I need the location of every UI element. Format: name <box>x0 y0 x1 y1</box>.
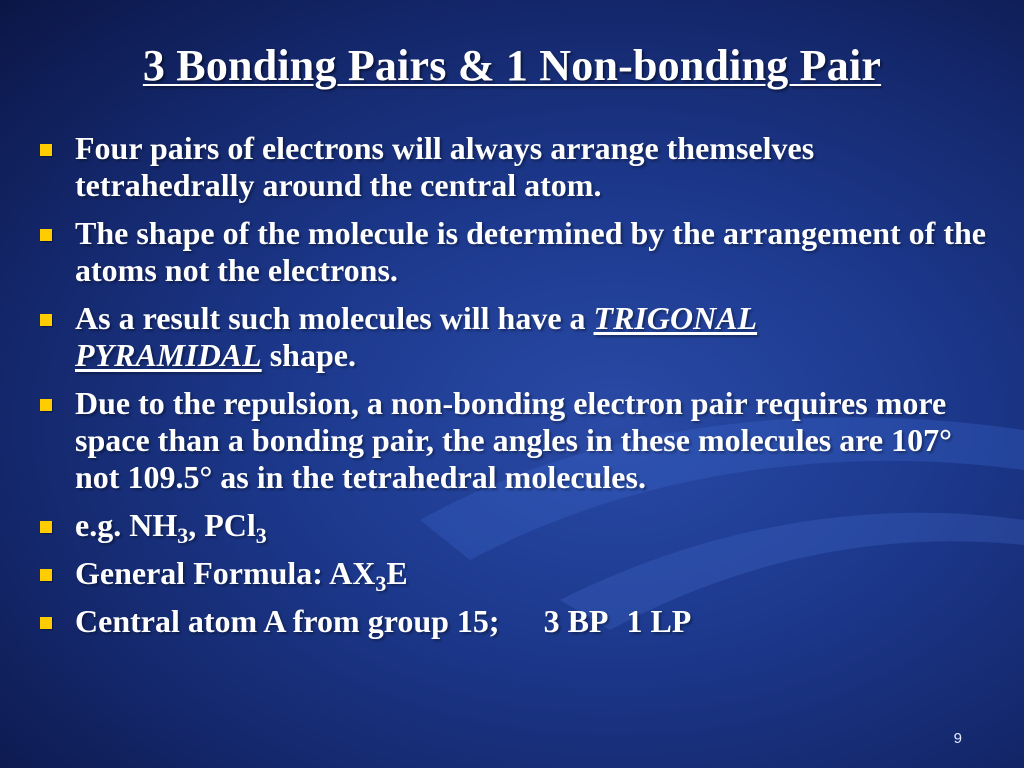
example-text: , PCl <box>188 507 256 543</box>
subscript: 3 <box>375 571 387 596</box>
formula-text: E <box>386 555 408 591</box>
page-number: 9 <box>953 730 962 747</box>
square-bullet-icon <box>40 229 52 241</box>
square-bullet-icon <box>40 314 52 326</box>
square-bullet-icon <box>40 144 52 156</box>
bullet-item <box>38 130 998 204</box>
square-bullet-icon <box>40 617 52 629</box>
subscript: 3 <box>177 523 189 548</box>
central-atom-text: Central atom A from group 15; <box>75 603 500 639</box>
bullet-item <box>38 215 998 289</box>
square-bullet-icon <box>40 521 52 533</box>
emphasis-pyramidal: PYRAMIDAL <box>75 337 262 373</box>
lone-pairs-text: 1 LP <box>626 603 692 639</box>
bonding-pairs-text: 3 BP <box>543 603 609 639</box>
bullet-item <box>38 507 998 548</box>
formula-text: General Formula: AX <box>75 555 376 591</box>
emphasis-trigonal: TRIGONAL <box>593 300 758 336</box>
bullet-item <box>38 555 998 596</box>
slide-title: 3 Bonding Pairs & 1 Non-bonding Pair <box>142 41 882 90</box>
square-bullet-icon <box>40 569 52 581</box>
bullet-item <box>38 300 998 374</box>
bullet-item <box>38 385 998 496</box>
bullet-text: Due to the repulsion, a non-bonding electron pair requires more space than a bonding pair, the angles in these molecules are 107° not 109.5° as in the tetrahedral molecules. <box>75 385 952 495</box>
example-text: e.g. NH <box>75 507 178 543</box>
subscript: 3 <box>255 523 267 548</box>
bullet-text: The shape of the molecule is determined by the arrangement of the atoms not the electrons. <box>75 215 986 288</box>
bullet-list <box>38 130 998 651</box>
bullet-text-post: shape. <box>261 337 356 373</box>
bullet-text: Four pairs of electrons will always arrange themselves tetrahedrally around the central atom. <box>75 130 815 203</box>
bullet-text-pre: As a result such molecules will have a <box>75 300 594 336</box>
bullet-item <box>38 603 998 640</box>
square-bullet-icon <box>40 399 52 411</box>
